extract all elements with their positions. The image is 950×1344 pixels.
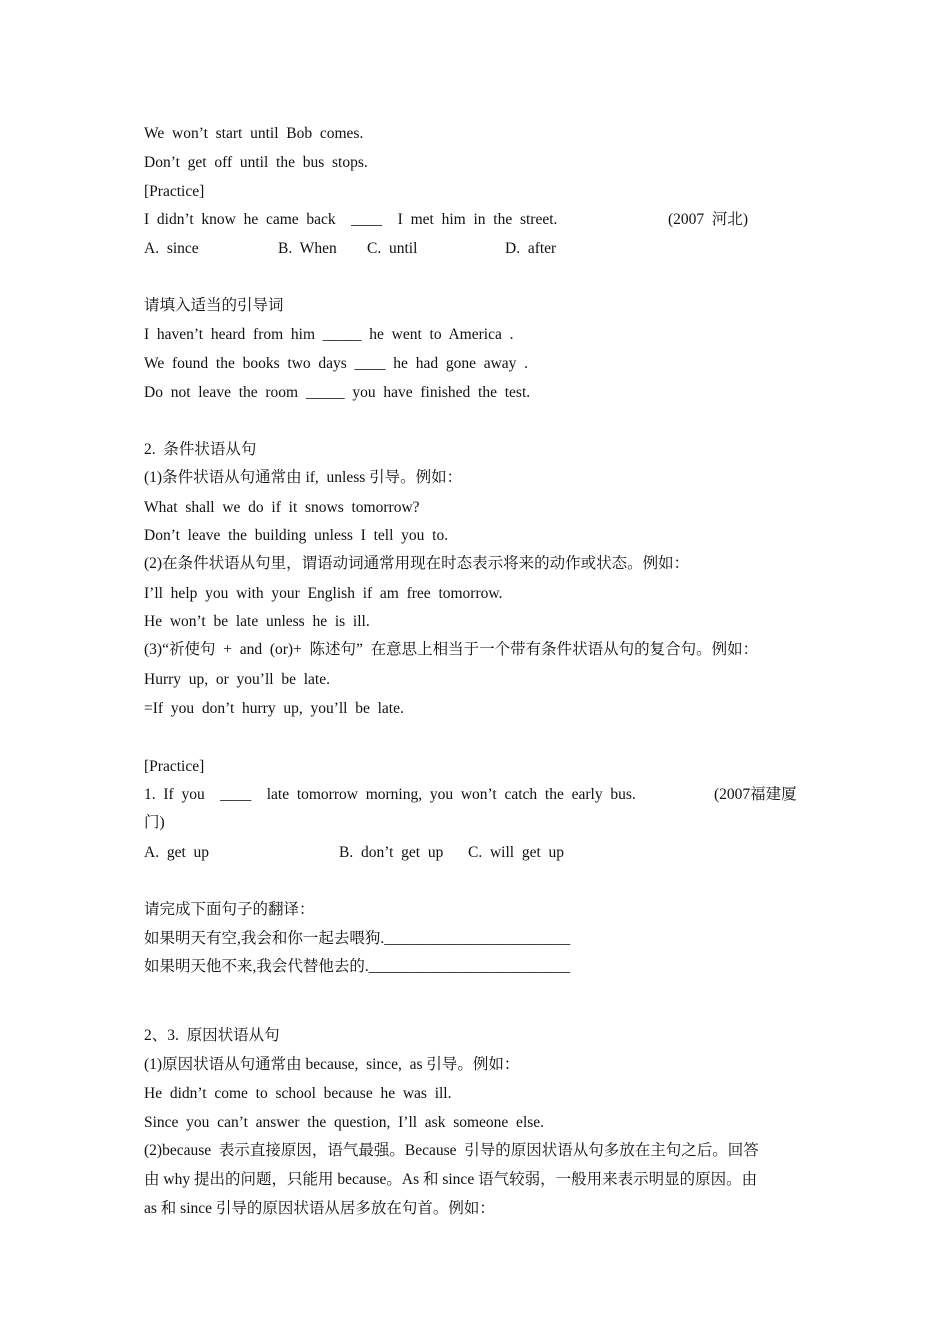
paragraph-line: (2)because 表示直接原因，语气最强。Because 引导的原因状语从句多放在主句之后。回答 [144,1142,759,1159]
fill-line: Do not leave the room _____ you have finished the test. [144,384,531,401]
section-heading: 请完成下面句子的翻译： [144,901,315,918]
translate-line: 如果明天他不来,我会代替他去的.__________________________ [144,958,571,975]
example-sentence: Since you can’t answer the question, I’ll ask someone else. [144,1114,545,1131]
question-source: (2007福建厦 [714,786,797,803]
practice-heading: [Practice] [144,183,205,200]
question-source-cont: 门) [144,814,165,831]
section-heading: 请填入适当的引导词 [144,297,284,314]
section-heading: 2、3. 原因状语从句 [144,1027,280,1044]
example-sentence: =If you don’t hurry up, you’ll be late. [144,700,404,717]
option-b: B. don’t get up [339,844,444,861]
practice-question: I didn’t know he came back ____ I met him in the street. [144,211,558,228]
text-line: (1)条件状语从句通常由 if, unless 引导。例如： [144,469,463,486]
option-a: A. get up [144,844,210,861]
example-sentence: Don’t get off until the bus stops. [144,154,368,171]
practice-question: 1. If you ____ late tomorrow morning, you won’t catch the early bus. [144,786,636,803]
example-sentence: I’ll help you with your English if am free tomorrow. [144,585,503,602]
example-sentence: Hurry up, or you’ll be late. [144,671,330,688]
text-line: (3)“祈使句 + and (or)+ 陈述句” 在意思上相当于一个带有条件状语从句的复合句。例如： [144,641,759,658]
text-line: (2)在条件状语从句里，谓语动词通常用现在时态表示将来的动作或状态。例如： [144,555,690,572]
text-line: (1)原因状语从句通常由 because, since, as 引导。例如： [144,1056,520,1073]
option-c: C. until [367,240,418,257]
paragraph-line: 由 why 提出的问题，只能用 because。As 和 since 语气较弱，一般用来表示明显的原因。由 [144,1171,758,1188]
example-sentence: We won’t start until Bob comes. [144,125,364,142]
paragraph-line: as 和 since 引导的原因状语从居多放在句首。例如： [144,1200,495,1217]
option-d: D. after [505,240,557,257]
example-sentence: He won’t be late unless he is ill. [144,613,370,630]
section-heading: 2. 条件状语从句 [144,441,257,458]
option-c: C. will get up [468,844,565,861]
fill-line: I haven’t heard from him _____ he went to America . [144,326,514,343]
example-sentence: Don’t leave the building unless I tell you to. [144,527,449,544]
option-a: A. since [144,240,199,257]
translate-line: 如果明天有空,我会和你一起去喂狗.________________________ [144,930,571,947]
option-b: B. When [278,240,337,257]
question-source: (2007 河北) [668,211,749,228]
fill-line: We found the books two days ____ he had gone away . [144,355,529,372]
example-sentence: What shall we do if it snows tomorrow? [144,499,420,516]
practice-heading: [Practice] [144,758,205,775]
example-sentence: He didn’t come to school because he was ill. [144,1085,452,1102]
